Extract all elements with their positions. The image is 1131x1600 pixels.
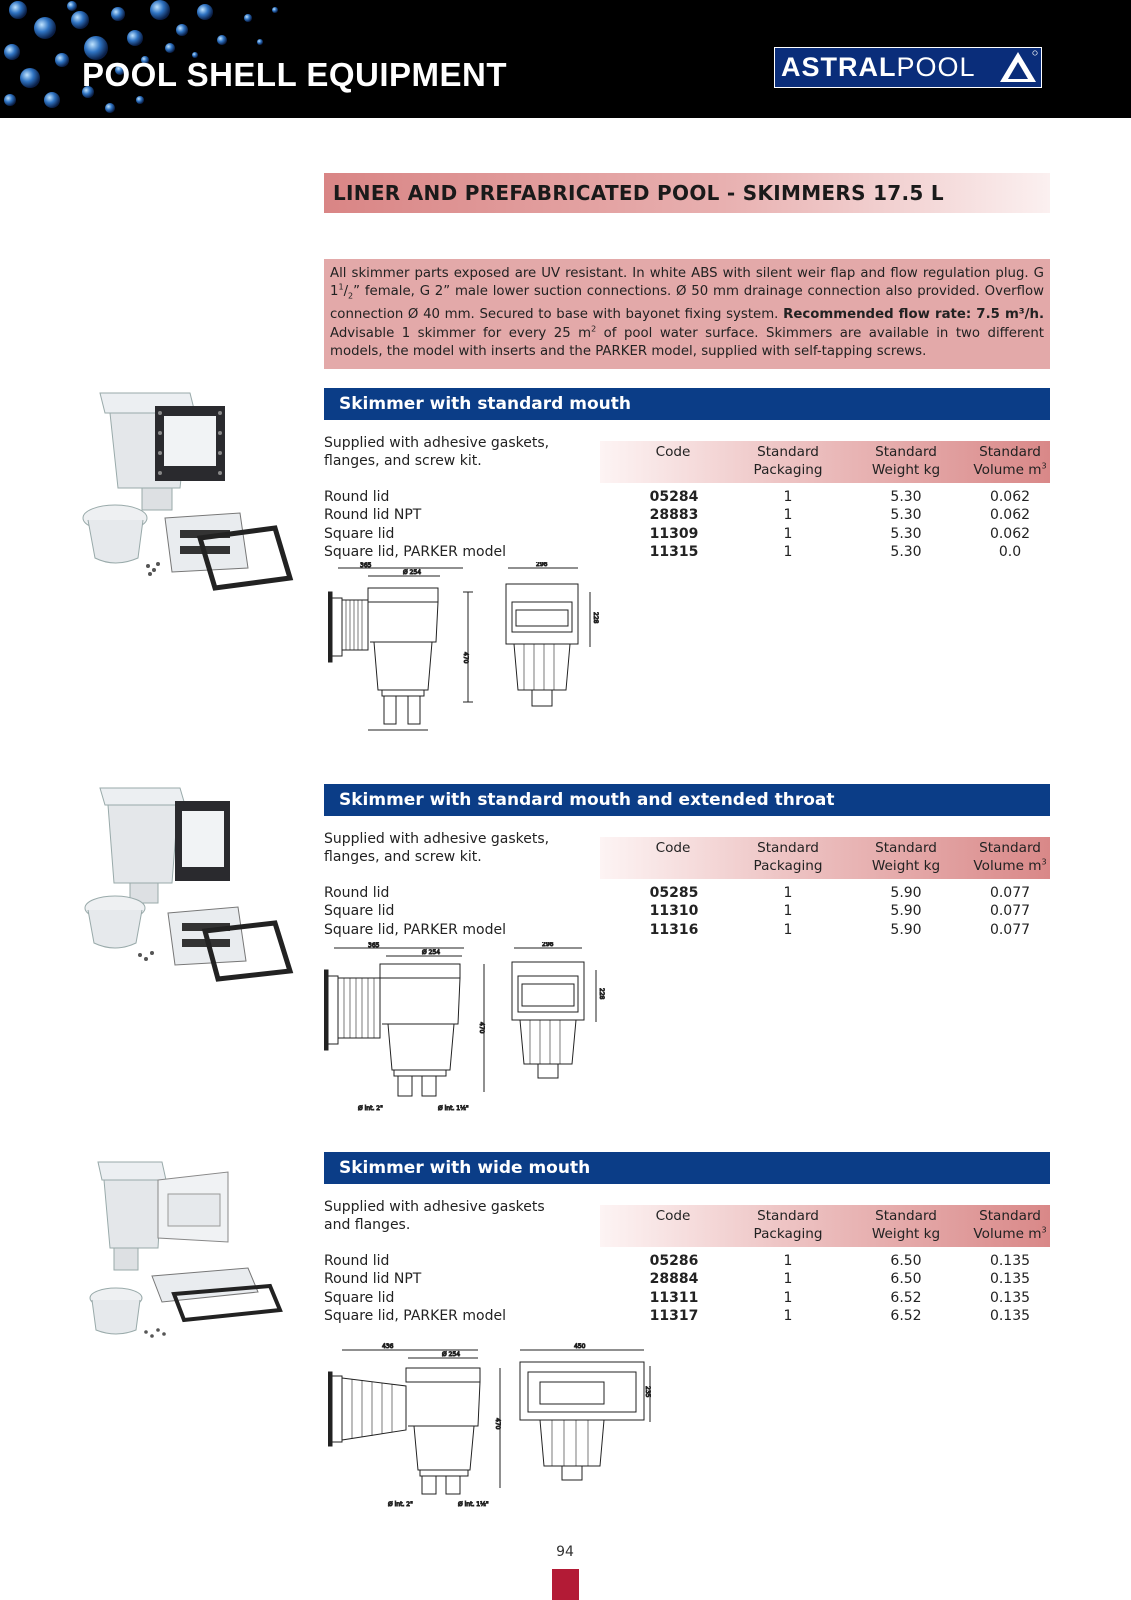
dim-label: 365 — [368, 942, 380, 949]
table-row: Round lid NPT 28884 1 6.50 0.135 — [324, 1271, 1031, 1288]
header-volume: Standard Volume $m^3$ — [973, 840, 1047, 874]
fraction-den: 2 — [348, 291, 354, 301]
product-title-bar — [324, 1152, 1050, 1184]
dim-label: 296 — [542, 942, 554, 948]
dim-label: 470 — [478, 1022, 485, 1034]
intro-text-3: Advisable 1 skimmer for every 25 m — [330, 325, 592, 341]
product-table — [324, 885, 1050, 940]
dim-label: 470 — [462, 652, 469, 664]
dim-label: Ø int. 1½" — [458, 1501, 489, 1508]
header-weight: Standard Weight kg — [871, 444, 941, 478]
product-supplied-text — [324, 830, 564, 866]
dim-label: Ø 254 — [422, 949, 441, 956]
dim-label: 228 — [592, 612, 599, 624]
dim-label: 450 — [574, 1343, 586, 1350]
header-volume: Standard Volume $m^3$ — [973, 1208, 1047, 1242]
dim-label: Ø 254 — [403, 569, 422, 576]
technical-drawing-2 — [324, 942, 634, 1116]
product-title-bar — [324, 784, 1050, 816]
page-title: POOL SHELL EQUIPMENT — [82, 56, 507, 93]
section-title: LINER AND PREFABRICATED POOL - SKIMMERS 17.5 L — [333, 181, 944, 205]
supplied-line-2: flanges, and screw kit. — [324, 849, 482, 865]
table-row: Round lid 05284 1 5.30 0.062 — [324, 489, 1031, 505]
product-title: Skimmer with wide mouth — [339, 1158, 591, 1178]
table-header — [600, 1205, 1050, 1247]
dim-label: Ø 254 — [442, 1351, 461, 1358]
product-table — [324, 1253, 1050, 1327]
page-tab-marker — [552, 1569, 579, 1600]
supplied-line-1: Supplied with adhesive gaskets — [324, 1199, 545, 1215]
header-packaging: Standard Packaging — [753, 444, 823, 478]
table-row: Square lid, PARKER model 11316 1 5.90 0.077 — [324, 921, 1031, 938]
flow-rate-text: Recommended flow rate: 7.5 m³/h. — [783, 307, 1044, 323]
dim-label: 365 — [360, 562, 372, 569]
intro-text-4: of pool water surface. Skimmers are available in two different models, the model with inserts and the PARKER model, supplied with self-tapping screws. — [330, 325, 1044, 359]
table-header — [600, 441, 1050, 483]
dim-label: 235 — [644, 1386, 651, 1398]
technical-drawing-1 — [328, 562, 628, 746]
skimmer-extended-throat-photo — [80, 783, 298, 998]
dim-label: Ø int. 2" — [358, 1105, 383, 1112]
header-weight: Standard Weight kg — [871, 840, 941, 874]
table-row: Square lid, PARKER model 11315 1 5.30 0.0 — [324, 544, 1022, 561]
product-table — [324, 489, 1050, 563]
intro-text-1: All skimmer parts exposed are UV resistant. In white ABS with silent weir flap and flow regulation plug. G 1 — [330, 266, 1044, 300]
dim-label: 436 — [382, 1343, 394, 1350]
header-code: Code — [655, 840, 691, 856]
dim-label: 470 — [494, 1418, 501, 1430]
header-code: Code — [655, 444, 691, 460]
page-header — [0, 0, 1131, 118]
intro-description: All skimmer parts exposed are UV resistant. In white ABS with silent weir flap and flow regulation plug. G $1^1/_2$” female, G 2” male lower suction connections. Ø 50 mm drainage connection also provided. Overflow connection Ø 40 mm. Secured to base with bayonet fixing system. Recommended flow rate: 7.5 m³/h. Advisable 1 skimmer for every 25 $m^2$ of pool water surface. Skimmers are available in two different models, the model with inserts and the PARKER model, supplied with self-tapping screws. — [324, 259, 1050, 369]
intro-sup: 2 — [591, 324, 597, 334]
table-row: Square lid, PARKER model 11317 1 6.52 0.135 — [324, 1308, 1031, 1325]
product-title-bar — [324, 388, 1050, 420]
supplied-line-1: Supplied with adhesive gaskets, — [324, 831, 550, 847]
table-row: Round lid 05285 1 5.90 0.077 — [324, 885, 1031, 901]
skimmer-wide-mouth-photo — [80, 1160, 298, 1345]
skimmer-standard-mouth-photo — [80, 388, 298, 603]
header-weight: Standard Weight kg — [871, 1208, 941, 1242]
supplied-line-2: and flanges. — [324, 1217, 411, 1233]
supplied-line-1: Supplied with adhesive gaskets, — [324, 435, 550, 451]
table-row: Square lid 11309 1 5.30 0.062 — [324, 525, 1031, 542]
technical-drawing-3 — [328, 1342, 658, 1512]
table-row: Square lid 11311 1 6.52 0.135 — [324, 1289, 1031, 1306]
product-title: Skimmer with standard mouth — [339, 394, 631, 414]
header-packaging: Standard Packaging — [753, 1208, 823, 1242]
table-row: Round lid 05286 1 6.50 0.135 — [324, 1253, 1031, 1269]
intro-text-2: ” female, G 2” male lower suction connections. Ø 50 mm drainage connection also provided. Overflow connection Ø 40 mm. Secured to base with bayonet fixing system. — [330, 284, 1044, 323]
dim-label: 228 — [598, 988, 605, 1000]
table-row: Round lid NPT 28883 1 5.30 0.062 — [324, 507, 1031, 524]
header-code: Code — [655, 1208, 691, 1224]
dim-label: Ø int. 1½" — [438, 1105, 469, 1112]
supplied-line-2: flanges, and screw kit. — [324, 453, 482, 469]
dim-label: 296 — [536, 562, 548, 568]
product-supplied-text — [324, 1198, 564, 1234]
triangle-logo-icon — [997, 49, 1039, 85]
header-packaging: Standard Packaging — [753, 840, 823, 874]
table-header — [600, 837, 1050, 879]
header-volume: Standard Volume $m^3$ — [973, 444, 1047, 478]
table-row: Square lid 11310 1 5.90 0.077 — [324, 903, 1031, 920]
astralpool-logo — [774, 47, 1042, 88]
dim-label: Ø int. 2" — [388, 1501, 413, 1508]
logo-wordmark: ASTRALPOOL — [781, 52, 976, 82]
section-title-bar — [324, 173, 1050, 213]
fraction-num: 1 — [338, 282, 344, 292]
product-title: Skimmer with standard mouth and extended throat — [339, 790, 835, 810]
product-supplied-text — [324, 434, 564, 470]
page-number: 94 — [556, 1544, 574, 1560]
